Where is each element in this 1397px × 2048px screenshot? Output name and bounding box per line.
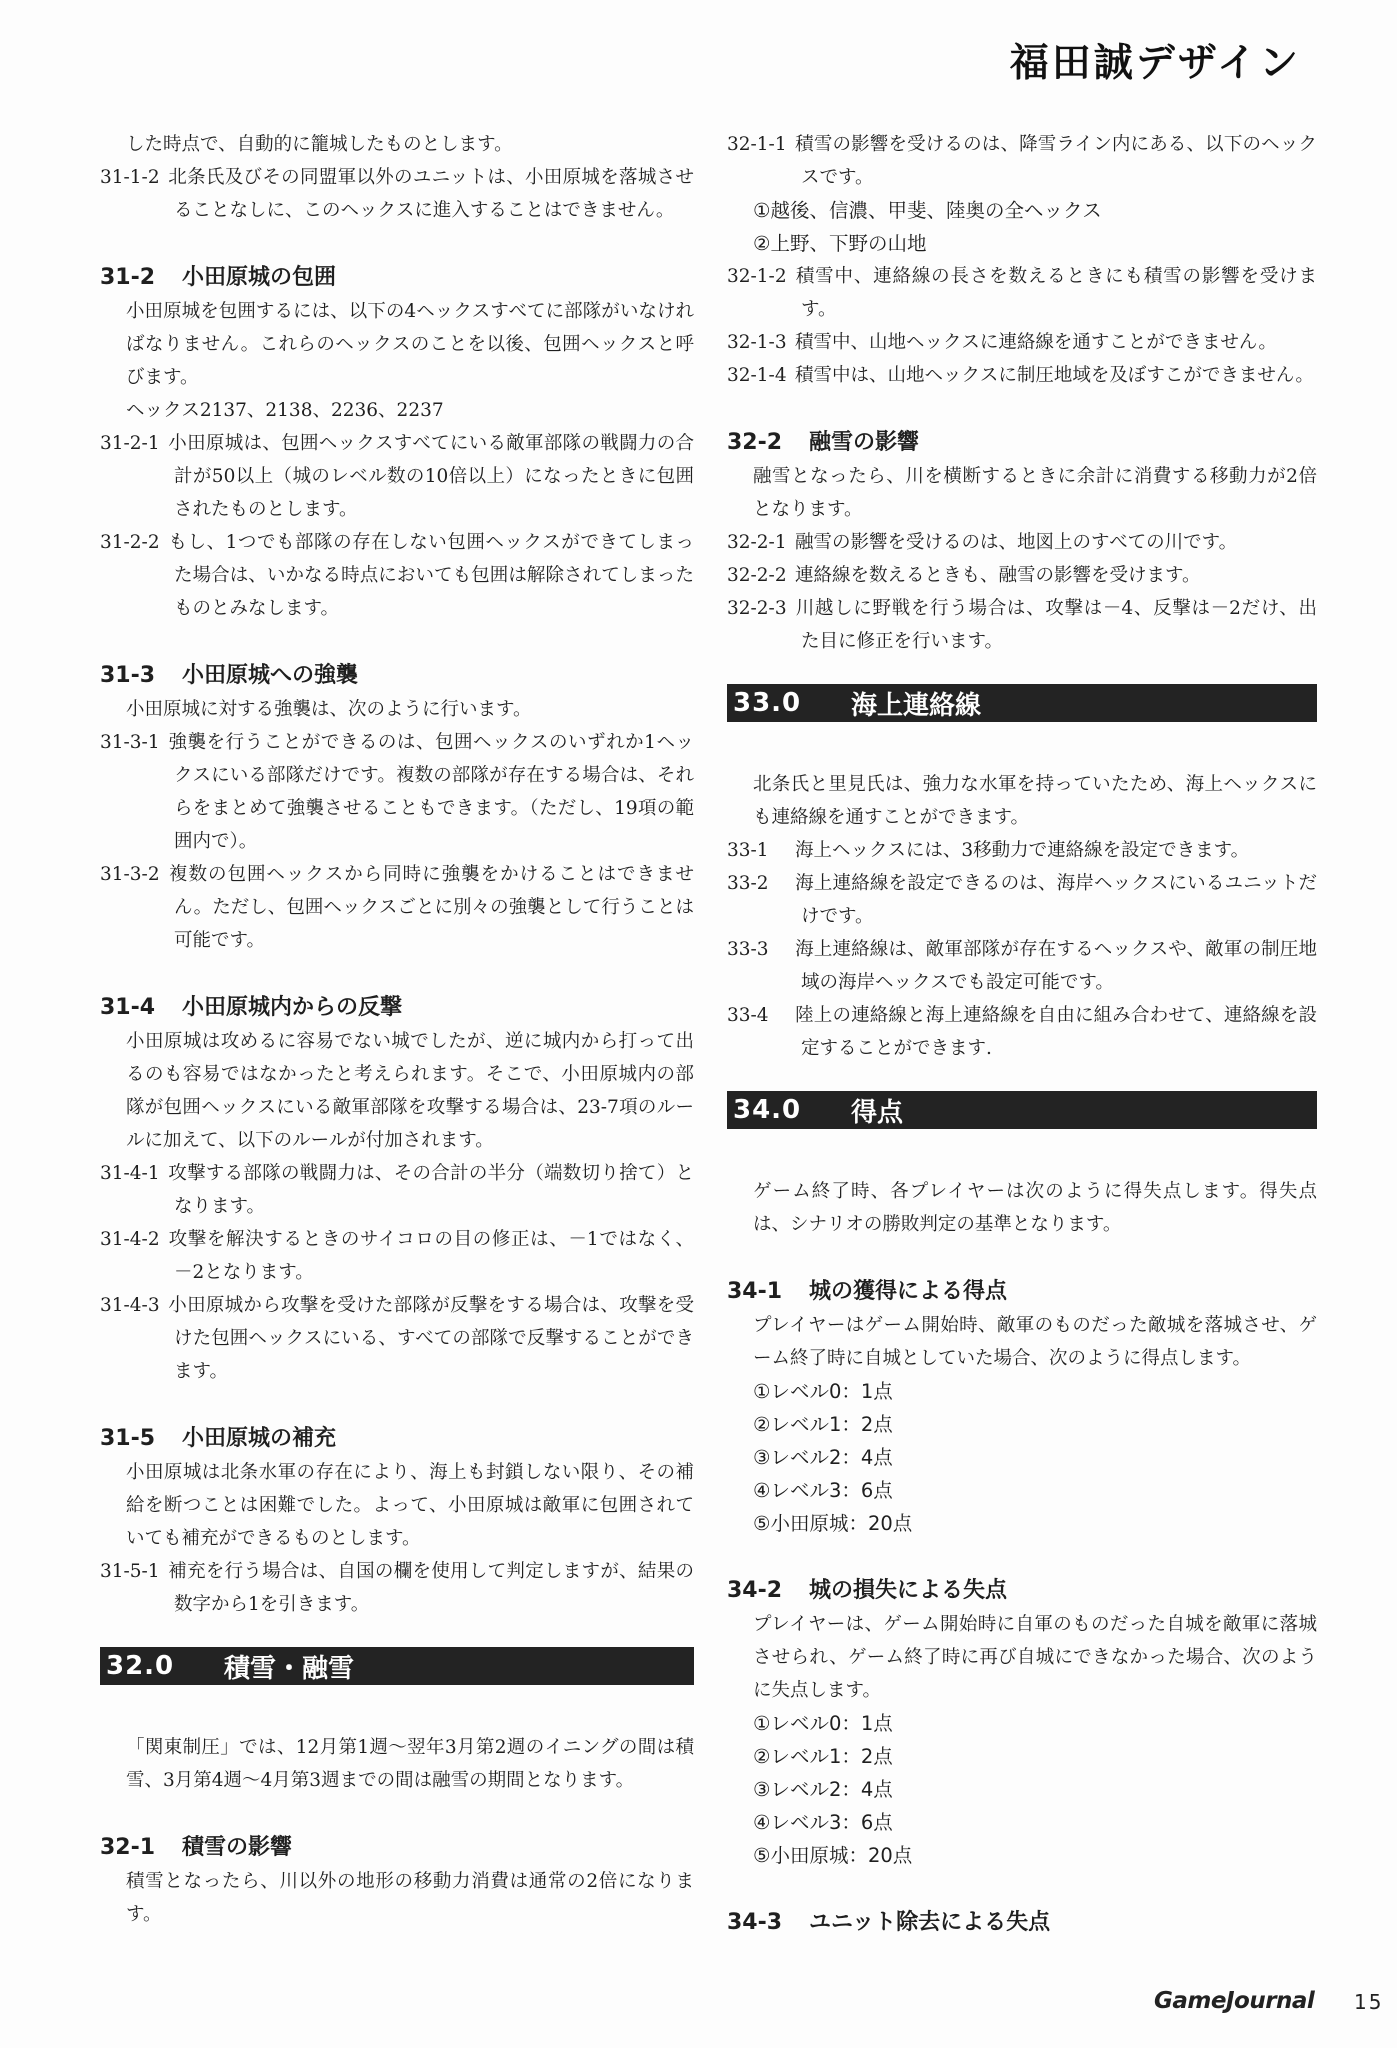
- heading-number: 34-3: [727, 1910, 783, 1935]
- list-item: ③レベル2：4点: [753, 1778, 893, 1801]
- rule-text: 海上ヘックスには、3移動力で連絡線を設定できます。: [795, 840, 1250, 861]
- rule-33-1: [727, 834, 1317, 867]
- paragraph: 小田原城は攻めるに容易でない城でしたが、逆に城内から打って出るのも容易ではなかったと考えられます。そこで、小田原城内の部隊が包囲ヘックスにいる敵軍部隊を攻撃する場合は、23-7項のルールに加えて、以下のルールが付加されます。: [126, 1031, 694, 1151]
- rule-number: 33-2: [727, 873, 769, 894]
- rule-number: 31-4-2: [100, 1229, 160, 1250]
- rule-text: 小田原城は、包囲ヘックスすべてにいる敵軍部隊の戦闘力の合計が50以上（城のレベル数の10倍以上）になったときに包囲されたものとします。: [168, 433, 694, 520]
- rule-text: 融雪の影響を受けるのは、地図上のすべての川です。: [795, 532, 1238, 553]
- rule-text: 海上連絡線を設定できるのは、海岸ヘックスにいるユニットだけです。: [795, 873, 1317, 927]
- rule-31-2-1: [100, 427, 694, 526]
- heading-number: 34-1: [727, 1279, 783, 1304]
- rule-number: 31-5-1: [100, 1561, 160, 1582]
- paragraph: プレイヤーは、ゲーム開始時に自軍のものだった自城を敵軍に落城させられ、ゲーム終了時に再び自城にできなかった場合、次のように失点します。: [753, 1614, 1317, 1701]
- section-heading-32-1: [100, 1831, 694, 1865]
- left-column: [100, 128, 694, 1931]
- rule-text: 積雪中、山地ヘックスに連絡線を通すことができません。: [795, 332, 1277, 353]
- rule-number: 32-1-3: [727, 332, 787, 353]
- paragraph: ゲーム終了時、各プレイヤーは次のように得失点します。得失点は、シナリオの勝敗判定の基準となります。: [753, 1181, 1317, 1235]
- rule-number: 32-1-1: [727, 134, 787, 155]
- chapter-banner-33: [727, 684, 1317, 722]
- paragraph: 小田原城は北条水軍の存在により、海上も封鎖しない限り、その補給を断つことは困難でした。よって、小田原城は敵軍に包囲されていても補充ができるものとします。: [126, 1462, 694, 1549]
- rule-text: 複数の包囲ヘックスから同時に強襲をかけることはできません。ただし、包囲ヘックスごとに別々の強襲として行うことは可能です。: [168, 864, 694, 951]
- heading-title: 小田原城の包囲: [182, 265, 337, 290]
- rule-number: 32-1-2: [727, 266, 787, 287]
- rule-text: 北条氏及びその同盟軍以外のユニットは、小田原城を落城させることなしに、このヘックスに進入することはできません。: [168, 167, 694, 221]
- rule-text: 攻撃を解決するときのサイコロの目の修正は、－1ではなく、－2となります。: [168, 1229, 694, 1283]
- heading-number: 31-3: [100, 663, 156, 688]
- chapter-number: 33.0: [733, 688, 802, 718]
- heading-title: 小田原城への強襲: [182, 663, 359, 688]
- rule-number: 33-1: [727, 840, 769, 861]
- chapter-title: 積雪・融雪: [224, 1653, 355, 1684]
- rule-number: 31-3-2: [100, 864, 160, 885]
- rule-32-2-3: [727, 592, 1317, 658]
- rule-31-3-1: [100, 726, 694, 858]
- section-heading-31-5: [100, 1422, 694, 1456]
- heading-number: 31-4: [100, 995, 156, 1020]
- heading-title: 小田原城内からの反撃: [182, 995, 403, 1020]
- rule-number: 31-3-1: [100, 732, 160, 753]
- heading-number: 34-2: [727, 1578, 783, 1603]
- rule-32-1-4: [727, 359, 1317, 392]
- rule-31-4-3: [100, 1289, 694, 1388]
- rule-number: 31-2-1: [100, 433, 160, 454]
- page-number: 15: [1354, 1990, 1384, 2014]
- chapter-title: 海上連絡線: [851, 690, 982, 721]
- paragraph: 「関東制圧」では、12月第1週～翌年3月第2週のイニングの間は積雪、3月第4週～4月第3週までの間は融雪の期間となります。: [126, 1737, 694, 1791]
- magazine-logo: GameJournal: [1154, 1988, 1315, 2014]
- rule-text: 小田原城から攻撃を受けた部隊が反撃をする場合は、攻撃を受けた包囲ヘックスにいる、すべての部隊で反撃することができます。: [168, 1295, 694, 1382]
- list-item: ⑤小田原城：20点: [753, 1844, 913, 1867]
- heading-title: 融雪の影響: [809, 430, 920, 455]
- right-column: [727, 128, 1317, 1940]
- heading-number: 31-2: [100, 265, 156, 290]
- list-item: ④レベル3：6点: [753, 1479, 893, 1502]
- paragraph: した時点で、自動的に籠城したものとします。: [126, 134, 513, 155]
- list-item: ④レベル3：6点: [753, 1811, 893, 1834]
- list-item: ①越後、信濃、甲斐、陸奥の全ヘックス: [753, 199, 1102, 222]
- rule-32-2-1: [727, 526, 1317, 559]
- paragraph: 小田原城を包囲するには、以下の4ヘックスすべてに部隊がいなければなりません。これらのヘックスのことを以後、包囲ヘックスと呼びます。: [126, 301, 694, 388]
- rule-text: 海上連絡線は、敵軍部隊が存在するヘックスや、敵軍の制圧地域の海岸ヘックスでも設定可能です。: [795, 939, 1317, 993]
- heading-number: 32-2: [727, 430, 783, 455]
- paragraph: プレイヤーはゲーム開始時、敵軍のものだった敵城を落城させ、ゲーム終了時に自城としていた場合、次のように得点します。: [753, 1315, 1317, 1369]
- section-heading-31-3: [100, 659, 694, 693]
- heading-title: ユニット除去による失点: [809, 1910, 1051, 1935]
- rule-text: 積雪中は、山地ヘックスに制圧地域を及ぼすこができません。: [795, 365, 1314, 386]
- chapter-banner-34: [727, 1091, 1317, 1129]
- rule-number: 31-4-1: [100, 1163, 160, 1184]
- rule-32-1-2: [727, 260, 1317, 326]
- rule-number: 31-2-2: [100, 532, 160, 553]
- rule-31-1-2: [100, 161, 694, 227]
- rule-number: 32-2-1: [727, 532, 787, 553]
- chapter-title: 得点: [851, 1097, 904, 1128]
- rule-31-4-1: [100, 1157, 694, 1223]
- paragraph: ヘックス2137、2138、2236、2237: [126, 400, 444, 421]
- list-item: ②レベル1：2点: [753, 1413, 893, 1436]
- section-heading-34-3: [727, 1906, 1317, 1940]
- list-item: ②レベル1：2点: [753, 1745, 893, 1768]
- rule-text: 攻撃する部隊の戦闘力は、その合計の半分（端数切り捨て）となります。: [168, 1163, 694, 1217]
- rule-number: 33-3: [727, 939, 769, 960]
- paragraph: 北条氏と里見氏は、強力な水軍を持っていたため、海上ヘックスにも連絡線を通すことができます。: [753, 774, 1317, 828]
- heading-title: 小田原城の補充: [182, 1426, 337, 1451]
- rule-text: 積雪の影響を受けるのは、降雪ライン内にある、以下のヘックスです。: [795, 134, 1317, 188]
- rule-text: 強襲を行うことができるのは、包囲ヘックスのいずれか1ヘックスにいる部隊だけです。複数の部隊が存在する場合は、それらをまとめて強襲させることもできます。（ただし、19項の範囲内で）。: [168, 732, 694, 852]
- rule-31-2-2: [100, 526, 694, 625]
- rule-text: 積雪中、連絡線の長さを数えるときにも積雪の影響を受けます。: [795, 266, 1317, 320]
- rule-number: 32-2-2: [727, 565, 787, 586]
- rule-number: 31-1-2: [100, 167, 160, 188]
- section-heading-32-2: [727, 426, 1317, 460]
- paragraph: 小田原城に対する強襲は、次のように行います。: [126, 699, 532, 720]
- rule-31-3-2: [100, 858, 694, 957]
- heading-number: 31-5: [100, 1426, 156, 1451]
- rule-text: 補充を行う場合は、自国の欄を使用して判定しますが、結果の数字から1を引きます。: [168, 1561, 694, 1615]
- paragraph: 融雪となったら、川を横断するときに余計に消費する移動力が2倍となります。: [753, 466, 1317, 520]
- chapter-banner-32: [100, 1647, 694, 1685]
- list-item: ①レベル0：1点: [753, 1712, 893, 1735]
- heading-title: 城の損失による失点: [809, 1578, 1008, 1603]
- rule-text: 川越しに野戦を行う場合は、攻撃は－4、反撃は－2だけ、出た目に修正を行います。: [795, 598, 1317, 652]
- section-heading-31-4: [100, 991, 694, 1025]
- paragraph: 積雪となったら、川以外の地形の移動力消費は通常の2倍になります。: [126, 1871, 694, 1925]
- rule-33-4: [727, 999, 1317, 1065]
- heading-title: 積雪の影響: [182, 1835, 293, 1860]
- rule-33-2: [727, 867, 1317, 933]
- list-item: ⑤小田原城：20点: [753, 1512, 913, 1535]
- rule-number: 31-4-3: [100, 1295, 160, 1316]
- rule-31-5-1: [100, 1555, 694, 1621]
- rule-text: もし、1つでも部隊の存在しない包囲ヘックスができてしまった場合は、いかなる時点においても包囲は解除されてしまったものとみなします。: [168, 532, 694, 619]
- heading-title: 城の獲得による得点: [809, 1279, 1008, 1304]
- rule-text: 連絡線を数えるときも、融雪の影響を受けます。: [795, 565, 1201, 586]
- section-heading-31-2: [100, 261, 694, 295]
- page-header-title: 福田誠デザイン: [1009, 40, 1301, 86]
- rule-32-1-1: [727, 128, 1317, 194]
- section-heading-34-1: [727, 1275, 1317, 1309]
- rule-number: 32-2-3: [727, 598, 787, 619]
- rule-32-1-3: [727, 326, 1317, 359]
- list-item: ②上野、下野の山地: [753, 232, 927, 255]
- rule-number: 33-4: [727, 1005, 769, 1026]
- rule-number: 32-1-4: [727, 365, 787, 386]
- rule-32-2-2: [727, 559, 1317, 592]
- heading-number: 32-1: [100, 1835, 156, 1860]
- chapter-number: 34.0: [733, 1095, 802, 1125]
- chapter-number: 32.0: [106, 1651, 175, 1681]
- rule-text: 陸上の連絡線と海上連絡線を自由に組み合わせて、連絡線を設定することができます.: [795, 1005, 1317, 1059]
- rule-33-3: [727, 933, 1317, 999]
- list-item: ①レベル0：1点: [753, 1380, 893, 1403]
- list-item: ③レベル2：4点: [753, 1446, 893, 1469]
- rule-31-4-2: [100, 1223, 694, 1289]
- section-heading-34-2: [727, 1574, 1317, 1608]
